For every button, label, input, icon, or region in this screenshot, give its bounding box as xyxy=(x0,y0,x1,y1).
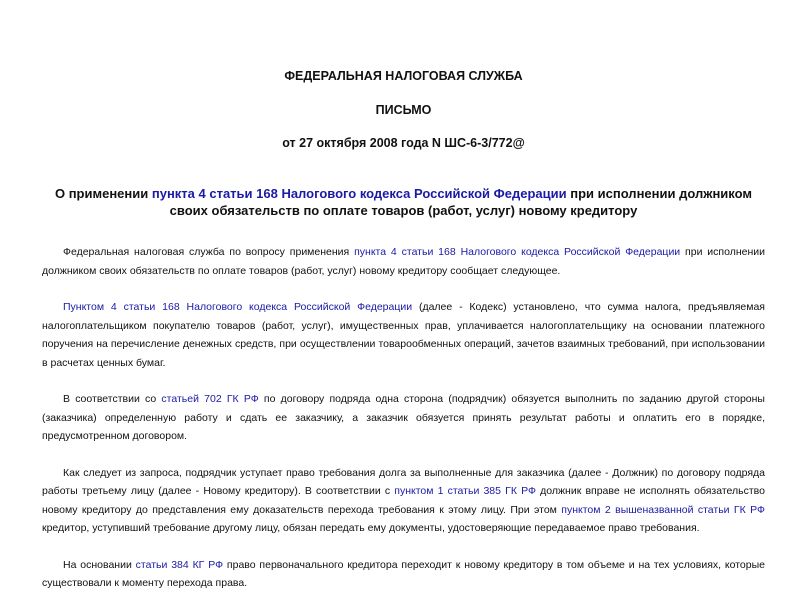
paragraph-3 xyxy=(42,390,765,446)
paragraph-5-text-1: На основании xyxy=(63,558,136,571)
paragraph-2-text-1: (далее - Кодекс) установлено, что сумма налога, предъявляемая налогоплательщиком покупателю товаров (работ, услуг), имущественных прав, уплачивается налогоплательщику на основании платежного поручения на перечисление денежных средств, при осуществлении товарообменных операций, зачетов взаимных требований, при использовании в расчетах ценных бумаг. xyxy=(42,301,765,369)
paragraph-1-text-2: при исполнении должником своих обязательств по оплате товаров (работ, услуг) новому кредитору сообщает следующее. xyxy=(42,246,766,277)
paragraph-5-text-2: право первоначального кредитора переходит к новому кредитору в том объеме и на тех условиях, которые существовали к моменту перехода права. xyxy=(42,558,765,589)
paragraph-3-text-2: по договору подряда одна сторона (подрядчик) обязуется выполнить по заданию другой стороны (заказчика) определенную работу и сдать ее заказчику, а заказчик обязуется принять результат работы и оплатить его в порядке, предусмотренном договором. xyxy=(42,393,765,442)
document-type: ПИСЬМО xyxy=(375,103,432,117)
title-prefix: О применении xyxy=(54,186,152,201)
document-title xyxy=(52,185,755,219)
link-article-168-point-4[interactable]: пункта 4 статьи 168 Налогового кодекса Российской Федерации xyxy=(354,246,681,258)
paragraph-1 xyxy=(42,243,765,280)
paragraph-4-text-2: должник вправе не исполнять обязательство новому кредитору до представления ему доказательств перехода требования к этому лицу. При этом xyxy=(42,485,765,516)
link-civil-code-article-702[interactable]: статьей 702 ГК РФ xyxy=(161,393,259,405)
paragraph-4 xyxy=(42,464,765,538)
title-suffix: при исполнении должником своих обязательств по оплате товаров (работ, услуг) новому кредитору xyxy=(169,186,753,218)
issuing-agency: ФЕДЕРАЛЬНАЯ НАЛОГОВАЯ СЛУЖБА xyxy=(284,69,523,83)
paragraph-4-text-3: кредитор, уступивший требование другому лицу, обязан передать ему документы, удостоверяющие передаваемое право требования. xyxy=(42,522,700,534)
paragraph-1-text-1: Федеральная налоговая служба по вопросу применения xyxy=(63,246,355,258)
document-date-number: от 27 октября 2008 года N ШС-6-3/772@ xyxy=(282,136,525,150)
link-article-168-point-4-alt[interactable]: Пунктом 4 статьи 168 Налогового кодекса Российской Федерации xyxy=(63,301,413,313)
link-civil-code-article-385-point-1[interactable]: пунктом 1 статьи 385 ГК РФ xyxy=(394,485,536,497)
link-civil-code-article-384[interactable]: статьи 384 КГ РФ xyxy=(135,558,224,571)
paragraph-5 xyxy=(42,556,765,593)
paragraph-4-text-1: Как следует из запроса, подрядчик уступает право требования долга за выполненные для заказчика (далее - Должник) по договору подряда работы третьему лицу (далее - Новому кредитору). В соответствии с xyxy=(42,466,765,497)
paragraph-2 xyxy=(42,298,765,372)
link-civil-code-article-385-point-2[interactable]: пунктом 2 вышеназванной статьи ГК РФ xyxy=(561,503,765,516)
title-link-article-168[interactable]: пункта 4 статьи 168 Налогового кодекса Российской Федерации xyxy=(151,186,567,201)
paragraph-3-text-1: В соответствии со xyxy=(63,393,162,405)
